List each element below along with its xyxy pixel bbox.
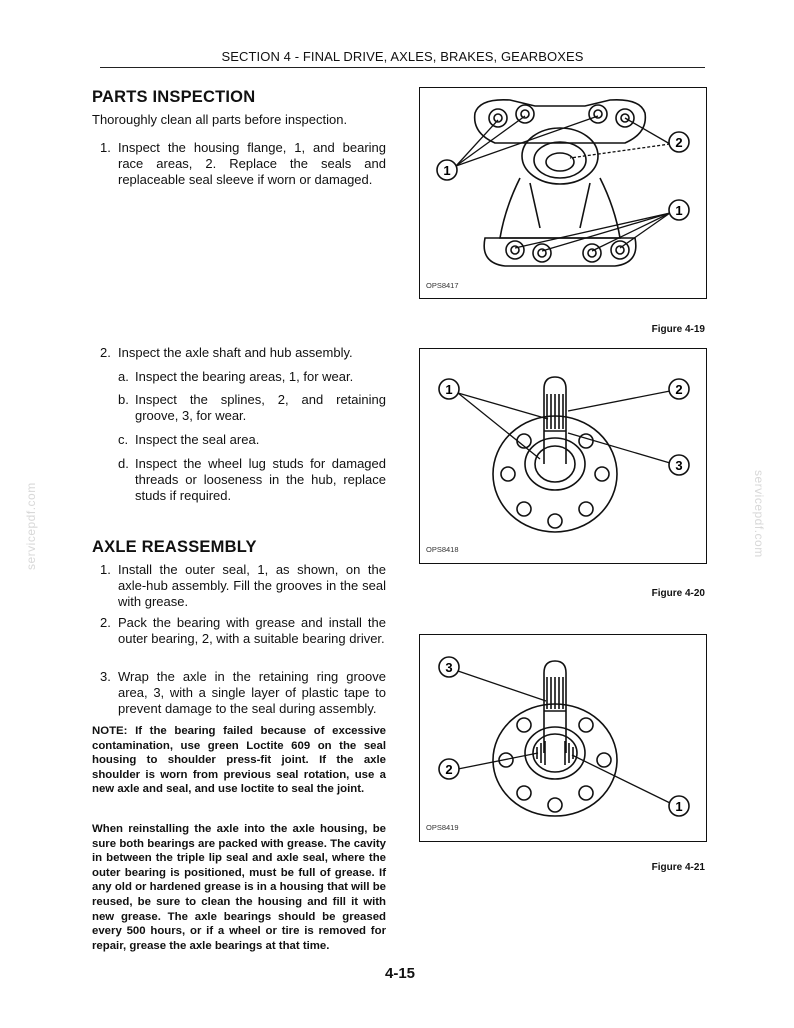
figure-4-21-callout-1: 1 bbox=[675, 799, 683, 814]
step-text: Wrap the axle in the retaining ring groove area, 3, with a single layer of plastic tape to prevent damage to the seal during assembly. bbox=[118, 669, 386, 716]
inspection-step-1 bbox=[100, 140, 386, 188]
substep-b bbox=[118, 392, 386, 424]
figure-4-21-callout-3: 3 bbox=[445, 660, 453, 675]
substep-a bbox=[118, 369, 386, 385]
axle-seal-drawing bbox=[420, 635, 706, 841]
step-text: Inspect the axle shaft and hub assembly. bbox=[118, 345, 353, 360]
axle-hub-drawing bbox=[420, 349, 706, 563]
substep-c bbox=[118, 432, 386, 448]
substep-letter: c. bbox=[118, 432, 129, 447]
section-header: SECTION 4 - FINAL DRIVE, AXLES, BRAKES, GEARBOXES bbox=[221, 49, 584, 64]
figure-4-21-callout-2: 2 bbox=[445, 762, 453, 777]
flange-housing-drawing bbox=[420, 88, 706, 298]
substep-text: Inspect the seal area. bbox=[135, 432, 260, 447]
figure-4-21-label: Figure 4-21 bbox=[651, 862, 705, 873]
substep-text: Inspect the wheel lug studs for damaged threads or looseness in the hub, replace studs if required. bbox=[135, 456, 386, 503]
figure-4-20-callout-3: 3 bbox=[675, 458, 683, 473]
figure-4-19 bbox=[419, 87, 707, 299]
figure-4-20-label: Figure 4-20 bbox=[651, 588, 705, 599]
substep-text: Inspect the bearing areas, 1, for wear. bbox=[135, 369, 354, 384]
step-text: Inspect the housing flange, 1, and bearing race areas, 2. Replace the seals and replaceable seal sleeve if worn or damaged. bbox=[118, 140, 386, 187]
step-text: Pack the bearing with grease and install the outer bearing, 2, with a suitable bearing driver. bbox=[118, 615, 386, 646]
watermark-right: servicepdf.com bbox=[752, 470, 766, 558]
inspection-step-2 bbox=[100, 345, 386, 361]
substep-letter: d. bbox=[118, 456, 129, 471]
reassembly-step-3 bbox=[100, 669, 386, 717]
figure-4-19-label: Figure 4-19 bbox=[651, 324, 705, 335]
step-text: Install the outer seal, 1, as shown, on the axle-hub assembly. Fill the grooves in the seal with grease. bbox=[118, 562, 386, 609]
step-number: 1. bbox=[100, 140, 111, 155]
reassembly-step-1 bbox=[100, 562, 386, 610]
figure-4-19-callout-2: 2 bbox=[675, 135, 683, 150]
header-rule bbox=[100, 67, 705, 68]
figure-4-20-code: OPS8418 bbox=[426, 545, 459, 554]
step-number: 3. bbox=[100, 669, 111, 684]
figure-4-19-callout-1: 1 bbox=[443, 163, 451, 178]
figure-4-19-code: OPS8417 bbox=[426, 281, 459, 290]
figure-4-20-callout-2: 2 bbox=[675, 382, 683, 397]
reassembly-step-2 bbox=[100, 615, 386, 647]
page-number: 4-15 bbox=[384, 965, 416, 982]
substep-text: Inspect the splines, 2, and retaining groove, 3, for wear. bbox=[135, 392, 386, 423]
parts-inspection-heading: PARTS INSPECTION bbox=[92, 88, 256, 106]
step-number: 2. bbox=[100, 615, 111, 630]
figure-4-20 bbox=[419, 348, 707, 564]
figure-4-20-callout-1: 1 bbox=[445, 382, 453, 397]
loctite-note: NOTE: If the bearing failed because of excessive contamination, use green Loctite 609 on the seal housing to shoulder press-fit joint. If the axle shoulder is worn from previous seal rotation, use a new axle and seal, and use loctite to seal the joint. bbox=[92, 725, 386, 796]
substep-letter: b. bbox=[118, 392, 129, 407]
step-number: 1. bbox=[100, 562, 111, 577]
step-number: 2. bbox=[100, 345, 111, 360]
axle-reassembly-heading: AXLE REASSEMBLY bbox=[92, 538, 257, 556]
figure-4-21 bbox=[419, 634, 707, 842]
figure-4-21-code: OPS8419 bbox=[426, 823, 459, 832]
figure-4-19-callout-1b: 1 bbox=[675, 203, 683, 218]
reinstall-note: When reinstalling the axle into the axle housing, be sure both bearings are packed with grease. The cavity in between the triple lip seal and axle seal, where the outer bearing is positioned, must be full of grease. If any old or hardened grease is in a housing that will be reused, be sure to clean the housing and fill it with new grease. The axle bearings should be greased every 500 hours, or if a wheel or tire is removed for repair, grease the axle bearings at that time. bbox=[92, 823, 386, 952]
substep-d bbox=[118, 456, 386, 504]
parts-inspection-intro: Thoroughly clean all parts before inspection. bbox=[92, 112, 348, 127]
substep-letter: a. bbox=[118, 369, 129, 384]
watermark-left: servicepdf.com bbox=[24, 482, 38, 570]
